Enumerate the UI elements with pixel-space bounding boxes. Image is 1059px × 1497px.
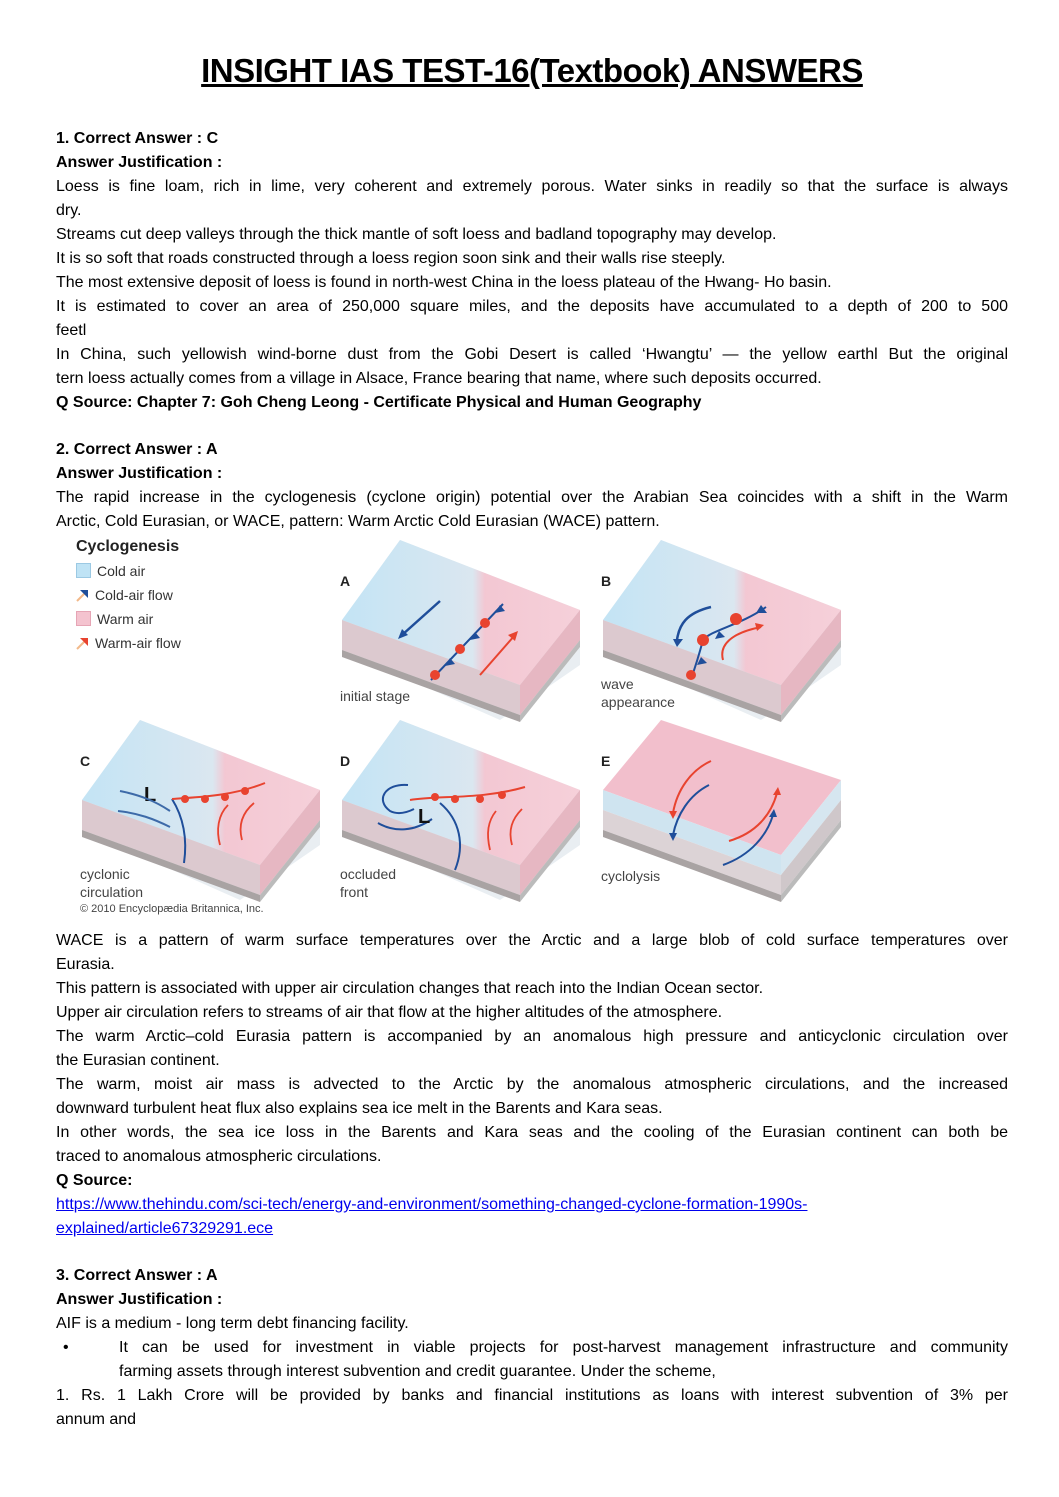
q2-paragraph: The rapid increase in the cyclogenesis (cyclone origin) potential over the Arabian Sea coincides with a shift in the Warm bbox=[56, 489, 1008, 506]
low-pressure-marker: L bbox=[144, 784, 157, 806]
q3-paragraph: AIF is a medium - long term debt financing facility. bbox=[56, 1315, 409, 1332]
diagram-legend bbox=[76, 535, 181, 655]
q3-correct-answer: 3. Correct Answer : A bbox=[56, 1267, 218, 1284]
q1-paragraph: tern loess actually comes from a village in Alsace, France bearing that name, where such deposits occurred. bbox=[56, 370, 822, 387]
q2-source-label: Q Source: bbox=[56, 1172, 133, 1189]
q1-paragraph: feetl bbox=[56, 322, 87, 339]
question-3 bbox=[56, 1264, 1008, 1432]
cold-air-swatch-icon bbox=[76, 563, 91, 578]
legend-item-cold-air-flow: Cold-air flow bbox=[76, 583, 181, 607]
q1-paragraph: It is estimated to cover an area of 250,000 square miles, and the deposits have accumulated to a depth of 200 to 500 bbox=[56, 298, 1008, 315]
panel-caption: wave appearance bbox=[601, 676, 675, 710]
warm-air-swatch-icon bbox=[76, 611, 91, 626]
legend-item-warm-air-flow: Warm-air flow bbox=[76, 631, 181, 655]
cold-air-flow-arrow-icon bbox=[76, 585, 89, 598]
q2-paragraph: traced to anomalous atmospheric circulations. bbox=[56, 1148, 382, 1165]
q3-bullet-item bbox=[56, 1336, 1008, 1384]
q3-list-item: 1. Rs. 1 Lakh Crore will be provided by banks and financial institutions as loans with interest subvention of 3% per bbox=[56, 1387, 1008, 1404]
panel-d-occluded-front bbox=[330, 715, 590, 905]
q2-paragraph: The warm Arctic–cold Eurasia pattern is accompanied by an anomalous high pressure and anticyclonic circulation over bbox=[56, 1028, 1008, 1045]
q2-source-link[interactable]: https://www.thehindu.com/sci-tech/energy-and-environment/something-changed-cyclone-formation-1990s- bbox=[56, 1196, 808, 1213]
panel-c-cyclonic-circulation bbox=[70, 715, 330, 905]
panel-e-cyclolysis bbox=[591, 715, 851, 905]
q2-justification-label: Answer Justification : bbox=[56, 465, 223, 482]
q3-bullet-text: It can be used for investment in viable projects for post-harvest management infrastructure and community bbox=[119, 1339, 1008, 1356]
q2-paragraph: Upper air circulation refers to streams of air that flow at the higher altitudes of the atmosphere. bbox=[56, 1004, 723, 1021]
q2-paragraph: Eurasia. bbox=[56, 956, 115, 973]
cyclogenesis-diagram bbox=[76, 535, 851, 920]
q2-paragraph: The warm, moist air mass is advected to the Arctic by the anomalous atmospheric circulations, and the increased bbox=[56, 1076, 1008, 1093]
q1-paragraph: Streams cut deep valleys through the thick mantle of soft loess and badland topography may develop. bbox=[56, 226, 777, 243]
question-1 bbox=[56, 127, 1008, 415]
question-2 bbox=[56, 438, 1008, 534]
q2-source-link[interactable]: explained/article67329291.ece bbox=[56, 1220, 274, 1237]
low-pressure-marker: L bbox=[418, 806, 431, 828]
q1-paragraph: Loess is fine loam, rich in lime, very coherent and extremely porous. Water sinks in readily so that the surface is always bbox=[56, 178, 1008, 195]
q2-paragraph: In other words, the sea ice loss in the Barents and Kara seas and the cooling of the Eurasian continent can both be bbox=[56, 1124, 1008, 1141]
bullet-icon: • bbox=[63, 1339, 69, 1356]
panel-letter: E bbox=[601, 753, 611, 769]
panel-caption: cyclonic circulation bbox=[80, 866, 144, 900]
panel-letter: A bbox=[340, 573, 351, 589]
panel-letter: C bbox=[80, 753, 91, 769]
q3-bullet-text: farming assets through interest subvention and credit guarantee. Under the scheme, bbox=[119, 1363, 716, 1380]
q1-correct-answer: 1. Correct Answer : C bbox=[56, 130, 219, 147]
q3-list-item: annum and bbox=[56, 1411, 137, 1428]
warm-air-flow-arrow-icon bbox=[76, 633, 89, 646]
figure-copyright: © 2010 Encyclopædia Britannica, Inc. bbox=[80, 903, 264, 915]
q1-paragraph: dry. bbox=[56, 202, 82, 219]
q1-paragraph: The most extensive deposit of loess is found in north-west China in the loess plateau of the Hwang- Ho basin. bbox=[56, 274, 832, 291]
q1-justification-label: Answer Justification : bbox=[56, 154, 223, 171]
panel-a-initial-stage bbox=[330, 535, 590, 725]
q1-source: Q Source: Chapter 7: Goh Cheng Leong - Certificate Physical and Human Geography bbox=[56, 394, 702, 411]
legend-item-cold-air: Cold air bbox=[76, 559, 181, 583]
q2-paragraph: downward turbulent heat flux also explains sea ice melt in the Barents and Kara seas. bbox=[56, 1100, 663, 1117]
question-2-continued bbox=[56, 929, 1008, 1241]
document-title: INSIGHT IAS TEST-16(Textbook) ANSWERS bbox=[201, 52, 863, 89]
legend-title: Cyclogenesis bbox=[76, 538, 180, 555]
panel-letter: B bbox=[601, 573, 612, 589]
q2-correct-answer: 2. Correct Answer : A bbox=[56, 441, 218, 458]
q3-justification-label: Answer Justification : bbox=[56, 1291, 223, 1308]
q1-paragraph: It is so soft that roads constructed through a loess region soon sink and their walls rise steeply. bbox=[56, 250, 726, 267]
panel-caption: occluded front bbox=[340, 866, 397, 900]
q2-paragraph: Arctic, Cold Eurasian, or WACE, pattern: Warm Arctic Cold Eurasian (WACE) pattern. bbox=[56, 513, 660, 530]
panel-caption: initial stage bbox=[340, 688, 411, 704]
legend-item-warm-air: Warm air bbox=[76, 607, 181, 631]
q2-paragraph: the Eurasian continent. bbox=[56, 1052, 220, 1069]
q1-paragraph: In China, such yellowish wind-borne dust from the Gobi Desert is called ‘Hwangtu’ — the yellow earthl But the original bbox=[56, 346, 1008, 363]
panel-b-wave-appearance bbox=[591, 535, 851, 725]
panel-caption: cyclolysis bbox=[601, 868, 661, 884]
q2-paragraph: This pattern is associated with upper air circulation changes that reach into the Indian Ocean sector. bbox=[56, 980, 764, 997]
panel-letter: D bbox=[340, 753, 351, 769]
q2-paragraph: WACE is a pattern of warm surface temperatures over the Arctic and a large blob of cold surface temperatures over bbox=[56, 932, 1008, 949]
